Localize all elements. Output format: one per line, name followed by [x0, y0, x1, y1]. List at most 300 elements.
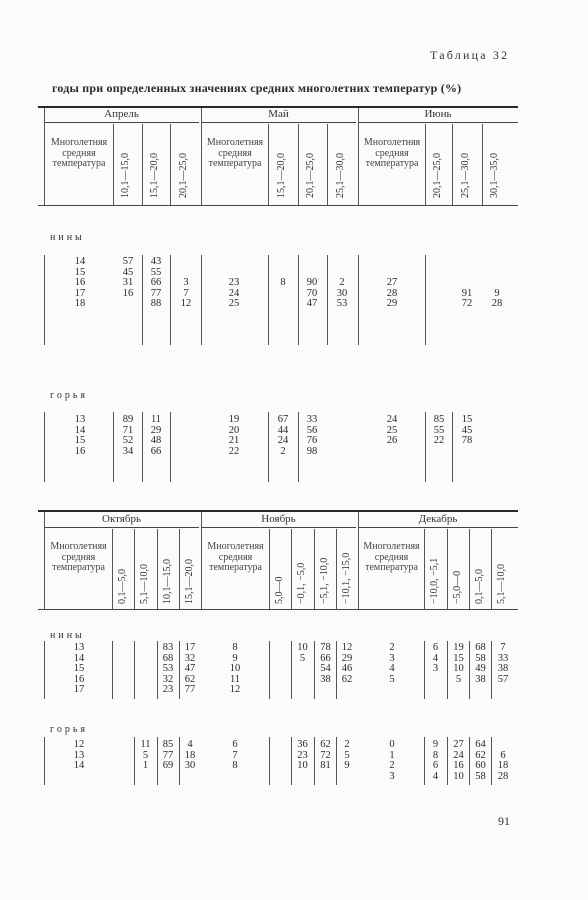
data-column: [292, 740, 313, 772]
month-june: Июнь: [424, 108, 452, 120]
data-column: [272, 415, 294, 457]
table-cell: 68: [475, 642, 486, 653]
table-cell: [292, 664, 313, 675]
table-cell: [174, 257, 198, 268]
data-column: [315, 643, 336, 696]
table-cell: 58: [475, 770, 486, 782]
range-label: 20,1—25,0: [305, 153, 316, 198]
month-underline: [358, 527, 518, 528]
body-divider: [298, 412, 299, 482]
col-divider: [452, 124, 453, 205]
table-cell: [330, 257, 354, 268]
month-april: Апрель: [104, 108, 139, 120]
table-cell: 24: [386, 414, 398, 425]
table-cell: 72: [461, 298, 473, 309]
table-cell: 33: [497, 652, 509, 664]
table-cell: 53: [336, 298, 348, 309]
range-label: 25,1—30,0: [335, 153, 346, 198]
body-divider: [327, 255, 328, 345]
table-cell: 4: [187, 739, 193, 750]
table-cell: 33: [306, 414, 318, 425]
table-cell: [485, 268, 509, 279]
data-column: [292, 643, 313, 696]
temp-label: Многолетняя средняя температура: [207, 541, 264, 573]
col-divider: [491, 529, 492, 609]
table-cell: 23: [297, 749, 308, 761]
table-number: Таблица 32: [430, 48, 510, 62]
data-column: [330, 257, 354, 310]
range-label: 20,1—25,0: [178, 153, 189, 198]
table-cell: 12: [341, 642, 353, 653]
table-cell: 4: [389, 663, 395, 674]
table-cell: 8: [232, 642, 238, 653]
range-label: 20,1—25,0: [432, 153, 443, 198]
month-november: Ноябрь: [261, 513, 296, 525]
table-cell: 29: [150, 424, 162, 436]
data-column: [145, 257, 167, 310]
month-underline: [201, 527, 356, 528]
col-divider: [201, 108, 202, 205]
data-column: [380, 740, 404, 782]
table-cell: [485, 278, 509, 289]
table-cell: 47: [184, 663, 196, 674]
table-cell: 24: [228, 287, 240, 299]
table-cell: 16: [74, 445, 86, 457]
body-divider: [298, 255, 299, 345]
table-cell: [315, 685, 336, 696]
data-column: [158, 643, 178, 696]
body-divider: [452, 412, 453, 482]
table-cell: 14: [74, 424, 86, 436]
table-cell: 98: [306, 445, 318, 457]
table-cell: 10: [229, 663, 241, 674]
table-cell: 26: [386, 435, 398, 446]
col-divider: [314, 529, 315, 609]
table-cell: 9: [344, 760, 350, 771]
col-divider: [424, 529, 425, 609]
data-column: [492, 643, 514, 685]
table-cell: 62: [475, 749, 486, 761]
data-column: [222, 257, 246, 310]
data-column: [380, 257, 404, 310]
table-cell: 9: [232, 652, 238, 664]
body-divider: [142, 255, 143, 345]
table-cell: 77: [162, 749, 174, 761]
table-cell: 13: [73, 642, 85, 653]
range-label: −0,1, −5,0: [296, 562, 307, 604]
table-cell: 6: [432, 760, 439, 771]
table-cell: 29: [386, 298, 398, 309]
data-column: [223, 740, 247, 772]
page-number: 91: [498, 814, 510, 828]
range-label: 0,1—5,0: [117, 569, 128, 604]
table-cell: 12: [229, 684, 241, 695]
table-cell: 30: [184, 760, 196, 771]
month-underline: [358, 122, 518, 123]
range-label: 15,1—20,0: [184, 559, 195, 604]
table-cell: 12: [73, 739, 85, 750]
section-label: горья: [50, 390, 89, 401]
table-cell: [301, 257, 323, 268]
range-label: −5,0—0: [452, 570, 463, 604]
temp-label: Многолетняя средняя температура: [363, 541, 420, 573]
col-divider: [44, 512, 45, 609]
data-column: [68, 415, 92, 457]
col-divider: [201, 512, 202, 609]
range-label: 0,1—5,0: [474, 569, 485, 604]
table-cell: 57: [122, 256, 134, 267]
data-column: [272, 257, 294, 310]
data-column: [485, 257, 509, 310]
table-cell: 12: [180, 298, 192, 309]
data-column: [337, 740, 357, 772]
data-column: [456, 257, 478, 310]
data-column: [492, 740, 514, 782]
body-divider: [170, 255, 171, 345]
top-rule: [38, 510, 518, 512]
table-cell: 88: [150, 298, 162, 309]
table-cell: 2: [339, 277, 345, 288]
table-cell: 2: [389, 760, 395, 771]
table-cell: 18: [497, 760, 509, 771]
table-cell: 15: [74, 266, 86, 278]
range-label: 10,1—15,0: [162, 559, 173, 604]
table-cell: 38: [497, 663, 509, 674]
table-cell: 6: [432, 642, 439, 653]
table-cell: 18: [184, 749, 196, 761]
data-column: [448, 643, 469, 685]
table-cell: 11: [150, 414, 162, 425]
table-cell: 24: [453, 749, 464, 761]
table-cell: 3: [432, 663, 439, 674]
data-column: [158, 740, 178, 772]
table-cell: 89: [122, 414, 134, 425]
table-cell: 91: [461, 287, 473, 299]
col-divider: [179, 529, 180, 609]
table-cell: 19: [453, 642, 464, 653]
table-cell: [272, 257, 294, 268]
data-column: [117, 415, 139, 457]
body-divider: [142, 412, 143, 482]
col-divider: [134, 529, 135, 609]
table-cell: 32: [162, 673, 174, 685]
table-cell: 77: [150, 287, 162, 299]
table-cell: 78: [320, 642, 331, 653]
table-cell: 90: [306, 277, 318, 288]
table-cell: 5: [455, 673, 462, 685]
table-cell: [485, 257, 509, 268]
data-column: [380, 415, 404, 447]
header-rule: [38, 205, 518, 206]
range-label: 10,1—15,0: [120, 153, 131, 198]
body-divider: [269, 737, 270, 785]
table-cell: 54: [320, 663, 331, 674]
table-cell: 60: [475, 760, 486, 771]
table-cell: 62: [320, 739, 331, 750]
body-divider: [44, 412, 45, 482]
table-cell: 57: [497, 673, 509, 685]
data-column: [301, 415, 323, 457]
table-cell: 11: [229, 673, 241, 685]
table-cell: 36: [297, 739, 308, 750]
table-cell: 46: [341, 663, 353, 674]
table-cell: 25: [228, 298, 240, 309]
col-divider: [425, 124, 426, 205]
table-cell: 15: [461, 414, 473, 425]
col-divider: [142, 124, 143, 205]
page-title: годы при определенных значениях средних многолетних температур (%): [52, 81, 462, 95]
data-column: [470, 740, 491, 782]
col-divider: [269, 529, 270, 609]
table-cell: 78: [461, 435, 473, 446]
table-cell: 47: [306, 298, 318, 309]
range-label: 5,0—0: [274, 576, 285, 604]
data-column: [448, 740, 469, 782]
table-cell: 53: [162, 663, 174, 674]
table-cell: 48: [150, 435, 162, 446]
table-cell: 71: [122, 424, 134, 436]
table-cell: [272, 299, 294, 310]
table-cell: 28: [497, 770, 509, 782]
data-column: [337, 643, 357, 696]
col-divider: [112, 529, 113, 609]
table-cell: 52: [122, 435, 134, 446]
table-cell: 34: [122, 445, 134, 457]
data-column: [117, 257, 139, 310]
data-column: [174, 257, 198, 310]
table-cell: 49: [475, 663, 486, 674]
table-cell: 5: [344, 749, 350, 761]
table-cell: 10: [453, 770, 464, 782]
table-cell: 8: [280, 277, 286, 288]
table-cell: 14: [73, 760, 85, 771]
table-cell: 55: [150, 266, 162, 278]
month-underline: [201, 122, 356, 123]
table-cell: 4: [432, 652, 439, 664]
table-cell: 22: [228, 445, 240, 457]
table-cell: 5: [299, 652, 306, 664]
table-cell: 15: [73, 663, 85, 674]
table-cell: [292, 675, 313, 686]
range-label: −10,0, −5,1: [429, 557, 440, 604]
table-cell: 7: [500, 642, 506, 653]
col-divider: [44, 108, 45, 205]
temp-label: Многолетняя средняя температура: [50, 541, 107, 573]
data-column: [68, 257, 92, 310]
table-cell: 14: [74, 256, 86, 267]
table-cell: 55: [433, 424, 445, 436]
table-cell: 62: [341, 673, 353, 685]
header-rule: [38, 609, 518, 610]
table-cell: 4: [432, 770, 439, 782]
data-column: [470, 643, 491, 685]
table-cell: 0: [389, 739, 395, 750]
col-divider: [291, 529, 292, 609]
table-cell: 81: [320, 760, 331, 771]
table-cell: 9: [494, 287, 500, 299]
col-divider: [469, 529, 470, 609]
table-cell: 2: [280, 445, 286, 457]
body-divider: [269, 641, 270, 699]
month-underline: [44, 527, 199, 528]
data-column: [301, 257, 323, 310]
table-cell: 23: [162, 684, 174, 695]
body-divider: [44, 737, 45, 785]
table-cell: 72: [320, 749, 331, 761]
range-label: 15,1—20,0: [276, 153, 287, 198]
table-cell: [337, 685, 357, 696]
table-cell: 22: [433, 435, 445, 446]
range-label: 25,1—30,0: [460, 153, 471, 198]
table-cell: 2: [389, 642, 395, 653]
table-cell: 13: [74, 414, 86, 425]
table-cell: [292, 685, 313, 696]
table-cell: 16: [453, 760, 464, 771]
table-cell: 18: [74, 298, 86, 309]
table-cell: 20: [228, 424, 240, 436]
table-cell: 43: [150, 256, 162, 267]
table-cell: 1: [142, 760, 149, 771]
table-cell: 16: [73, 673, 85, 685]
data-column: [456, 415, 478, 447]
range-label: −10,1, −15,0: [341, 552, 352, 604]
range-label: 5,1—10,0: [139, 564, 150, 604]
table-cell: 6: [500, 749, 506, 761]
col-divider: [170, 124, 171, 205]
table-cell: 17: [184, 642, 196, 653]
month-october: Октябрь: [102, 513, 141, 525]
table-cell: 15: [74, 435, 86, 446]
data-column: [180, 643, 200, 696]
temp-label: Многолетняя средняя температура: [363, 137, 421, 169]
range-label: 30,1—35,0: [489, 153, 500, 198]
data-column: [425, 740, 446, 782]
table-cell: [222, 257, 246, 268]
table-cell: 11: [140, 739, 151, 750]
table-cell: [456, 278, 478, 289]
body-divider: [268, 412, 269, 482]
table-cell: 25: [386, 424, 398, 436]
table-cell: 66: [150, 277, 162, 288]
table-cell: 24: [277, 435, 289, 446]
table-cell: 9: [432, 739, 439, 750]
table-cell: 17: [74, 287, 86, 299]
month-december: Декабрь: [418, 513, 458, 525]
month-may: Май: [268, 108, 289, 120]
table-cell: 1: [389, 749, 395, 761]
table-cell: 3: [183, 277, 189, 288]
col-divider: [482, 124, 483, 205]
table-cell: 7: [183, 287, 189, 299]
table-cell: 68: [162, 652, 174, 664]
table-cell: 66: [150, 445, 162, 457]
data-column: [66, 643, 92, 696]
table-cell: 64: [475, 739, 486, 750]
table-cell: 17: [73, 684, 85, 695]
table-cell: 70: [306, 287, 318, 299]
body-divider: [170, 412, 171, 482]
range-label: 15,1—20,0: [149, 153, 160, 198]
table-cell: 27: [453, 739, 464, 750]
body-divider: [44, 641, 45, 699]
temp-label: Многолетняя средняя температура: [206, 137, 264, 169]
table-cell: 5: [389, 673, 395, 685]
table-cell: 13: [73, 749, 85, 761]
table-cell: 23: [228, 277, 240, 288]
data-column: [222, 415, 246, 457]
table-cell: 38: [320, 673, 331, 685]
col-divider: [327, 124, 328, 205]
table-cell: 16: [122, 287, 134, 299]
table-cell: 28: [491, 298, 503, 309]
table-cell: 62: [184, 673, 196, 685]
body-divider: [113, 412, 114, 482]
table-cell: [117, 299, 139, 310]
table-cell: 6: [232, 739, 238, 750]
body-divider: [425, 412, 426, 482]
body-divider: [134, 641, 135, 699]
data-column: [223, 643, 247, 696]
table-cell: 66: [320, 652, 331, 664]
table-cell: 19: [228, 414, 240, 425]
table-cell: 29: [341, 652, 353, 664]
body-divider: [112, 641, 113, 699]
table-cell: 44: [277, 424, 289, 436]
table-cell: 58: [475, 652, 486, 664]
col-divider: [358, 512, 359, 609]
table-cell: 56: [306, 424, 318, 436]
table-cell: [272, 289, 294, 300]
table-cell: 83: [162, 642, 174, 653]
body-divider: [201, 255, 202, 345]
table-cell: [456, 257, 478, 268]
table-cell: 27: [386, 277, 398, 288]
table-cell: 76: [306, 435, 318, 446]
body-divider: [44, 255, 45, 345]
table-cell: [425, 675, 446, 686]
range-label: 5,1—10,0: [496, 564, 507, 604]
table-cell: 7: [232, 749, 238, 761]
table-cell: 8: [432, 749, 439, 761]
table-cell: 85: [162, 739, 174, 750]
body-divider: [268, 255, 269, 345]
table-cell: 8: [232, 760, 238, 771]
col-divider: [268, 124, 269, 205]
month-underline: [44, 122, 199, 123]
table-cell: 32: [184, 652, 196, 664]
data-column: [380, 643, 404, 685]
table-cell: 5: [142, 749, 149, 761]
table-cell: 3: [389, 652, 395, 664]
body-divider: [358, 255, 359, 345]
table-cell: 16: [74, 277, 86, 288]
table-cell: 85: [433, 414, 445, 425]
table-cell: 2: [344, 739, 350, 750]
table-cell: 67: [277, 414, 289, 425]
section-label: нины: [50, 232, 85, 243]
col-divider: [336, 529, 337, 609]
col-divider: [157, 529, 158, 609]
table-cell: 38: [475, 673, 486, 685]
range-label: −5,1, −10,0: [319, 557, 330, 604]
table-cell: [492, 740, 514, 751]
data-column: [315, 740, 336, 772]
table-cell: 45: [122, 266, 134, 278]
table-cell: 45: [461, 424, 473, 436]
body-divider: [425, 255, 426, 345]
table-cell: 10: [297, 642, 308, 653]
col-divider: [113, 124, 114, 205]
